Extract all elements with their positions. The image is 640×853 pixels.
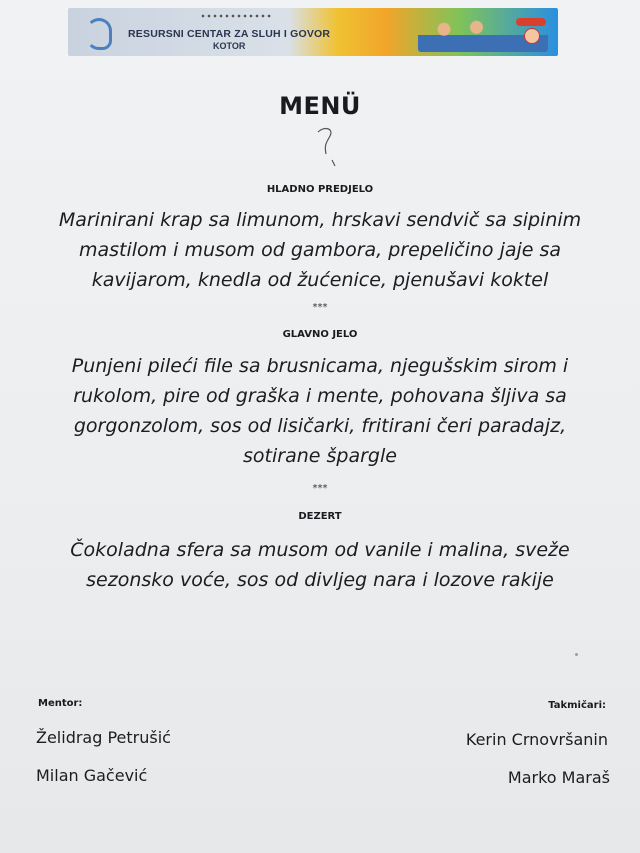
mentor-label: Mentor:: [38, 698, 83, 709]
dish-line: Marinirani krap sa limunom, hrskavi sendvič sa sipinim: [58, 209, 582, 231]
dish-line: sotirane špargle: [243, 445, 397, 467]
dish-line: gorgonzolom, sos od lisičarki, fritirani čeri paradajz,: [73, 415, 567, 437]
dish-cold-starter: [40, 205, 600, 295]
competitor-name: Kerin Crnovršanin: [465, 730, 608, 749]
dish-main-course: [40, 351, 600, 471]
dish-line: Čokoladna sfera sa musom od vanile i malina, sveže: [70, 539, 570, 561]
section-heading-cold-starter: HLADNO PREDJELO: [266, 184, 374, 195]
paper-speck: [575, 653, 578, 656]
dish-dessert: [40, 535, 600, 595]
section-heading-dessert: DEZERT: [298, 511, 342, 522]
braille-dots-decoration: [200, 12, 272, 20]
mentor-name: Milan Gačević: [36, 766, 148, 785]
menu-title: MENÜ: [279, 92, 361, 120]
pen-mark-icon: [312, 124, 340, 168]
dish-line: sezonsko voće, sos od divljeg nara i lozove rakije: [86, 569, 554, 591]
competitors-label: Takmičari:: [548, 700, 606, 711]
org-name: RESURSNI CENTAR ZA SLUH I GOVOR: [128, 28, 331, 40]
chef-figure-icon: [512, 10, 552, 54]
separator: ***: [312, 302, 328, 313]
dish-line: rukolom, pire od graška i mente, pohovana šljiva sa: [73, 385, 567, 407]
dish-line: kavijarom, knedla od žućenice, pjenušavi koktel: [91, 269, 549, 291]
competitor-name: Marko Maraš: [507, 768, 610, 787]
separator: ***: [312, 483, 328, 494]
org-city: KOTOR: [213, 41, 246, 51]
ear-logo-icon: [86, 18, 112, 50]
dish-line: Punjeni pileći file sa brusnicama, njegušskim sirom i: [71, 355, 569, 377]
header-banner: [68, 8, 558, 56]
mentor-name: Želidrag Petrušić: [36, 728, 171, 747]
dish-line: mastilom i musom od gambora, prepeličino jaje sa: [78, 239, 562, 261]
section-heading-main-course: GLAVNO JELO: [282, 329, 358, 340]
